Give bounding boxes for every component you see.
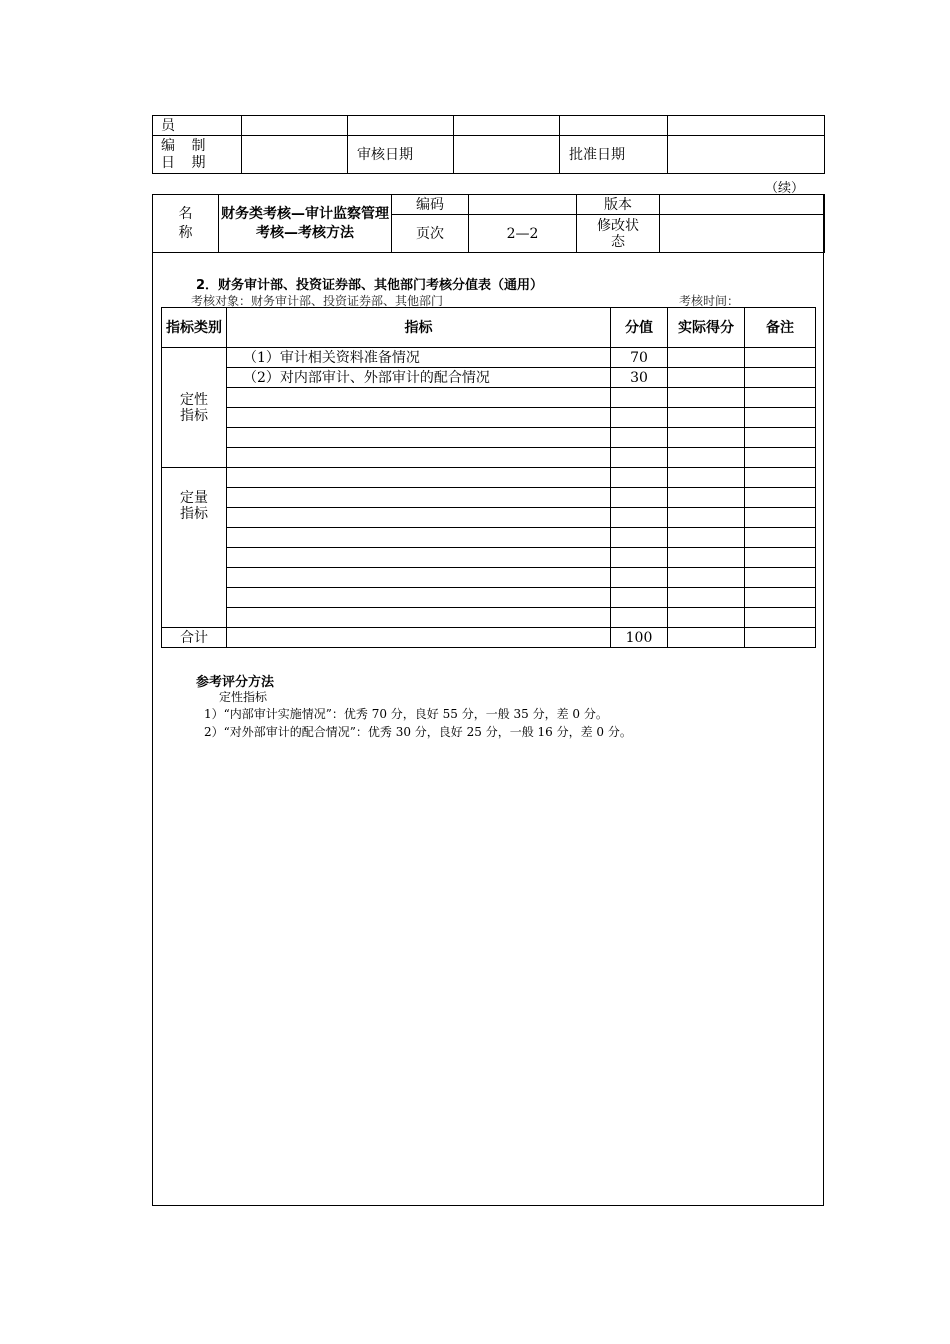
compile-date-value — [242, 136, 348, 174]
qualitative-label: 定性指标 — [162, 348, 227, 468]
header-remarks: 备注 — [745, 308, 816, 348]
table-row-item: （1）审计相关资料准备情况 — [227, 348, 611, 368]
version-label: 版本 — [577, 195, 660, 215]
header-score: 分值 — [611, 308, 668, 348]
total-score: 100 — [611, 628, 668, 648]
header-actual-score: 实际得分 — [668, 308, 745, 348]
version-value — [660, 195, 825, 215]
code-value — [469, 195, 577, 215]
section-title: 2．财务审计部、投资证券部、其他部门考核分值表（通用） — [196, 278, 544, 293]
table-row-score: 30 — [611, 368, 668, 388]
score-table — [161, 307, 816, 648]
document-title: 财务类考核—审计监察管理考核—考核方法 — [219, 195, 392, 253]
compile-date-label: 编 制 日 期 — [153, 136, 242, 174]
approve-date-label: 批准日期 — [560, 136, 668, 174]
code-label: 编码 — [392, 195, 469, 215]
quantitative-label: 定量指标 — [162, 468, 227, 628]
reference-line: 1）“内部审计实施情况”：优秀 70 分，良好 55 分，一般 35 分，差 0 分。 — [204, 707, 608, 721]
reference-line: 2）“对外部审计的配合情况”：优秀 30 分，良好 25 分，一般 16 分，差 0 分。 — [204, 725, 632, 739]
revision-value — [660, 215, 825, 253]
header-category: 指标类别 — [162, 308, 227, 348]
assessment-time: 考核时间： — [679, 294, 740, 308]
approval-table — [152, 115, 825, 174]
table-row-score: 70 — [611, 348, 668, 368]
review-date-label: 审核日期 — [348, 136, 454, 174]
page-label: 页次 — [392, 215, 469, 253]
continued-mark: （续） — [765, 181, 805, 196]
reference-subtitle: 定性指标 — [219, 690, 268, 704]
staff-label: 员 — [153, 116, 242, 136]
total-label: 合计 — [162, 628, 227, 648]
revision-label: 修改状态 — [577, 215, 660, 253]
name-label: 名 称 — [153, 195, 219, 253]
table-row-item: （2）对内部审计、外部审计的配合情况 — [227, 368, 611, 388]
approve-date-value — [668, 136, 825, 174]
header-indicator: 指标 — [227, 308, 611, 348]
page-value: 2—2 — [469, 215, 577, 253]
header-table — [152, 194, 825, 253]
reference-title: 参考评分方法 — [196, 675, 275, 690]
review-date-value — [454, 136, 560, 174]
assessment-target: 考核对象：财务审计部、投资证券部、其他部门 — [191, 294, 444, 308]
